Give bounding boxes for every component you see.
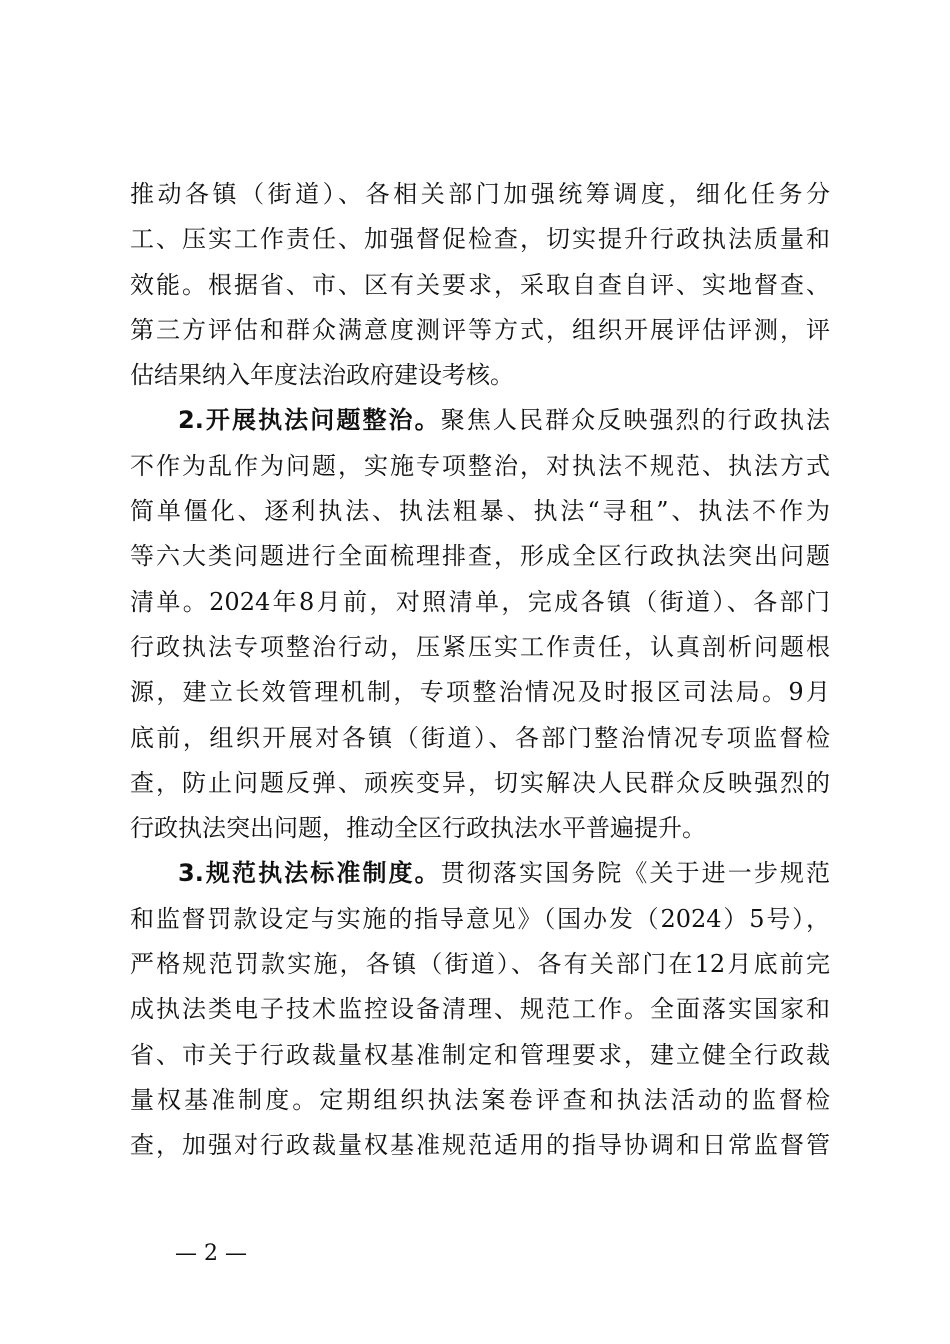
text-line: 第三方评估和群众满意度测评等方式，组织开展评估评测，评 bbox=[130, 315, 830, 344]
text-line: 省、市关于行政裁量权基准制定和管理要求，建立健全行政裁 bbox=[130, 1040, 830, 1069]
text-line: 和监督罚款设定与实施的指导意见》（国办发（2024）5号）， bbox=[130, 904, 830, 933]
text-line: 工、压实工作责任、加强督促检查，切实提升行政执法质量和 bbox=[130, 225, 830, 254]
text-line: 严格规范罚款实施，各镇（街道）、各有关部门在12月底前完 bbox=[130, 950, 830, 979]
text-line: 不作为乱作为问题，实施专项整治，对执法不规范、执法方式 bbox=[130, 451, 830, 480]
text-line: 量权基准制度。定期组织执法案卷评查和执法活动的监督检 bbox=[130, 1085, 830, 1114]
text-line: 行政执法突出问题，推动全区行政执法水平普遍提升。 bbox=[130, 814, 706, 843]
section-heading: 3.规范执法标准制度。 bbox=[178, 859, 441, 888]
paragraph-first-line bbox=[130, 398, 830, 443]
text-line: 查，加强对行政裁量权基准规范适用的指导协调和日常监督管 bbox=[130, 1131, 830, 1160]
text-line: 查，防止问题反弹、顽疾变异，切实解决人民群众反映强烈的 bbox=[130, 768, 830, 797]
text-run: 聚焦人民群众反映强烈的行政执法 bbox=[440, 406, 831, 435]
text-line: 底前，组织开展对各镇（街道）、各部门整治情况专项监督检 bbox=[130, 723, 830, 752]
text-line: 推动各镇（街道）、各相关部门加强统筹调度，细化任务分 bbox=[130, 180, 830, 208]
text-line: 清单。2024年8月前，对照清单，完成各镇（街道）、各部门 bbox=[130, 587, 830, 616]
text-line: 简单僵化、逐利执法、执法粗暴、执法“寻租”、执法不作为 bbox=[130, 497, 830, 526]
text-line: 效能。根据省、市、区有关要求，采取自查自评、实地督查、 bbox=[130, 270, 830, 299]
paragraph-1 bbox=[130, 172, 830, 398]
page-number: — 2 — bbox=[175, 1241, 247, 1266]
text-run: 贯彻落实国务院《关于进一步规范 bbox=[440, 859, 831, 888]
paragraph-3 bbox=[130, 851, 830, 1168]
paragraph-first-line bbox=[130, 851, 830, 896]
paragraph-2 bbox=[130, 398, 830, 851]
text-line: 估结果纳入年度法治政府建设考核。 bbox=[130, 361, 514, 390]
text-line: 行政执法专项整治行动，压紧压实工作责任，认真剖析问题根 bbox=[130, 632, 830, 661]
text-line: 源，建立长效管理机制，专项整治情况及时报区司法局。9月 bbox=[130, 678, 830, 707]
document-body bbox=[130, 172, 830, 1169]
text-line: 等六大类问题进行全面梳理排查，形成全区行政执法突出问题 bbox=[130, 542, 830, 571]
text-line: 成执法类电子技术监控设备清理、规范工作。全面落实国家和 bbox=[130, 995, 830, 1024]
section-heading: 2.开展执法问题整治。 bbox=[178, 406, 441, 435]
